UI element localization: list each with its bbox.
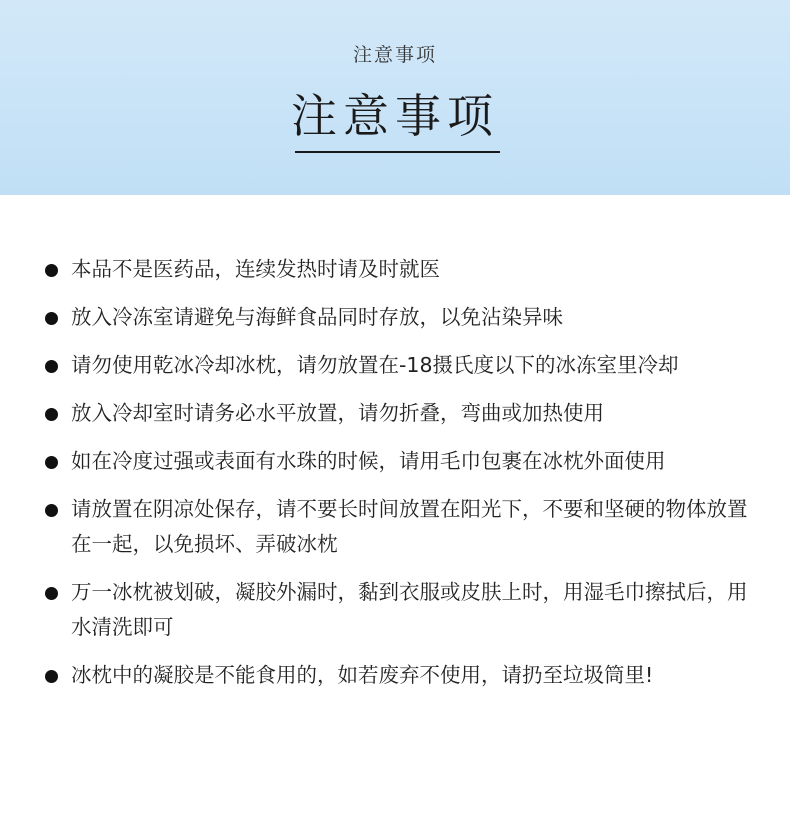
bullet-dot-icon xyxy=(45,587,58,600)
list-item-text: 放入冷却室时请务必水平放置，请勿折叠，弯曲或加热使用 xyxy=(71,401,604,425)
list-item xyxy=(44,492,764,562)
section-subtitle: 注意事项 xyxy=(352,44,437,66)
title-underline-divider xyxy=(295,151,500,153)
list-item xyxy=(44,252,764,287)
bullet-dot-icon xyxy=(45,670,58,683)
list-item-text: 本品不是医药品，连续发热时请及时就医 xyxy=(71,257,440,281)
bullet-dot-icon xyxy=(45,264,58,277)
list-item-text: 请勿使用乾冰冷却冰枕，请勿放置在-18摄氏度以下的冰冻室里冷却 xyxy=(71,353,679,377)
list-item-text: 如在冷度过强或表面有水珠的时候，请用毛巾包裹在冰枕外面使用 xyxy=(71,449,666,473)
list-item xyxy=(44,396,764,431)
list-item xyxy=(44,575,764,645)
precautions-list xyxy=(44,252,764,706)
header-banner xyxy=(0,0,790,195)
list-item-text: 万一冰枕被划破，凝胶外漏时，黏到衣服或皮肤上时，用湿毛巾擦拭后，用水清洗即可 xyxy=(71,580,748,639)
bullet-dot-icon xyxy=(45,312,58,325)
list-item xyxy=(44,658,764,693)
list-item-text: 放入冷冻室请避免与海鲜食品同时存放，以免沾染异味 xyxy=(71,305,563,329)
list-item xyxy=(44,300,764,335)
list-item-text: 请放置在阴凉处保存，请不要长时间放置在阳光下，不要和坚硬的物体放置在一起，以免损坏、弄破冰枕 xyxy=(71,497,748,556)
bullet-dot-icon xyxy=(45,456,58,469)
list-item xyxy=(44,348,764,383)
list-item-text: 冰枕中的凝胶是不能食用的，如若废弃不使用，请扔至垃圾筒里! xyxy=(71,663,654,687)
bullet-dot-icon xyxy=(45,504,58,517)
page-title: 注意事项 xyxy=(291,89,499,143)
bullet-dot-icon xyxy=(45,408,58,421)
bullet-dot-icon xyxy=(45,360,58,373)
list-item xyxy=(44,444,764,479)
